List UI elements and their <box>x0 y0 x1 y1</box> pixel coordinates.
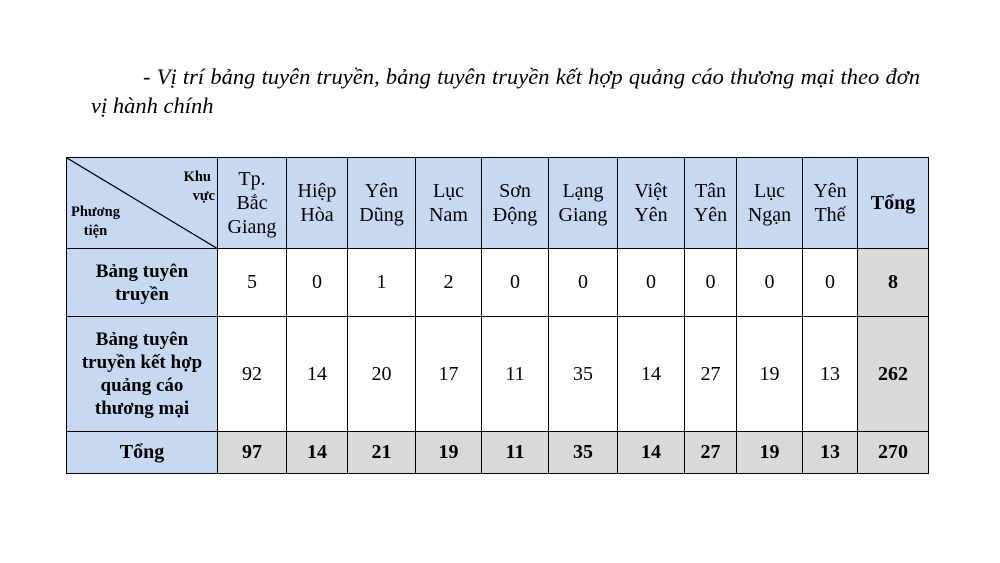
data-cell: 14 <box>618 317 685 432</box>
data-cell: 92 <box>218 317 287 432</box>
corner-top-label <box>183 168 215 206</box>
data-cell: 27 <box>685 317 737 432</box>
data-cell: 0 <box>618 249 685 317</box>
column-header: Lạng Giang <box>549 158 618 249</box>
column-header: Việt Yên <box>618 158 685 249</box>
column-header: Tp. Bắc Giang <box>218 158 287 249</box>
column-header: Hiệp Hòa <box>287 158 348 249</box>
total-row <box>67 432 929 474</box>
data-cell: 0 <box>803 249 858 317</box>
data-cell: 0 <box>737 249 803 317</box>
total-cell: 13 <box>803 432 858 474</box>
column-header: Yên Thế <box>803 158 858 249</box>
column-header: Lục Nam <box>416 158 482 249</box>
data-cell: 35 <box>549 317 618 432</box>
column-header: Tân Yên <box>685 158 737 249</box>
total-cell: 262 <box>858 317 929 432</box>
column-header: Yên Dũng <box>348 158 416 249</box>
data-cell: 20 <box>348 317 416 432</box>
table-row <box>67 317 929 432</box>
data-cell: 11 <box>482 317 549 432</box>
data-cell: 19 <box>737 317 803 432</box>
corner-header-cell <box>67 158 218 249</box>
total-cell: 11 <box>482 432 549 474</box>
data-cell: 5 <box>218 249 287 317</box>
data-cell: 0 <box>685 249 737 317</box>
grand-total-cell: 270 <box>858 432 929 474</box>
table-row <box>67 249 929 317</box>
total-cell: 97 <box>218 432 287 474</box>
total-cell: 14 <box>287 432 348 474</box>
data-cell: 2 <box>416 249 482 317</box>
corner-top-line2: vực <box>192 188 215 204</box>
data-cell: 17 <box>416 317 482 432</box>
column-header: Sơn Động <box>482 158 549 249</box>
corner-bottom-label <box>71 203 120 241</box>
row-header: Bảng tuyên truyền <box>67 249 218 317</box>
data-cell: 0 <box>549 249 618 317</box>
total-cell: 27 <box>685 432 737 474</box>
corner-top-line1: Khu <box>183 169 211 185</box>
corner-bottom-line1: Phương <box>71 204 120 220</box>
data-cell: 0 <box>482 249 549 317</box>
column-header-total: Tổng <box>858 158 929 249</box>
total-cell: 21 <box>348 432 416 474</box>
total-cell: 35 <box>549 432 618 474</box>
data-cell: 14 <box>287 317 348 432</box>
total-cell: 19 <box>416 432 482 474</box>
data-cell: 1 <box>348 249 416 317</box>
column-header: Lục Ngạn <box>737 158 803 249</box>
intro-paragraph: - Vị trí bảng tuyên truyền, bảng tuyên truyền kết hợp quảng cáo thương mại theo đơn vị hành chính <box>91 64 920 118</box>
data-table <box>66 157 929 474</box>
corner-bottom-line2: tiện <box>83 223 108 239</box>
header-row <box>67 158 929 249</box>
row-header: Bảng tuyên truyền kết hợp quảng cáo thương mại <box>67 317 218 432</box>
data-cell: 0 <box>287 249 348 317</box>
row-header-total: Tổng <box>67 432 218 474</box>
total-cell: 19 <box>737 432 803 474</box>
data-cell: 13 <box>803 317 858 432</box>
total-cell: 14 <box>618 432 685 474</box>
total-cell: 8 <box>858 249 929 317</box>
